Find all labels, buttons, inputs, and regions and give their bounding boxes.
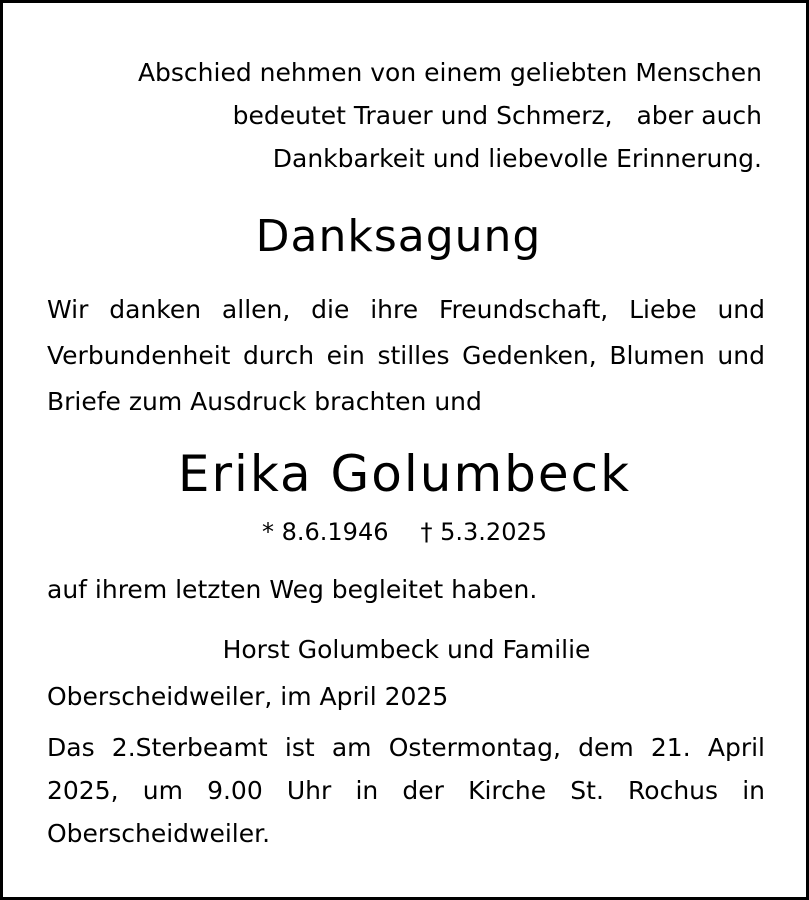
- signature: Horst Golumbeck und Familie: [222, 635, 591, 664]
- intro-line-2: bedeutet Trauer und Schmerz, aber auch: [232, 101, 762, 130]
- closing-line: auf ihrem letzten Weg begleitet haben.: [47, 575, 538, 604]
- thanks-line-2: Verbundenheit durch ein stilles Gedenken, Blumen und: [47, 341, 765, 370]
- death-date: † 5.3.2025: [420, 518, 548, 546]
- place-date: Oberscheidweiler, im April 2025: [47, 682, 449, 711]
- intro-line-1: Abschied nehmen von einem geliebten Menschen: [137, 58, 762, 87]
- service-line-3: Oberscheidweiler.: [47, 819, 271, 848]
- birth-date: * 8.6.1946: [261, 518, 389, 546]
- intro-line-3: Dankbarkeit und liebevolle Erinnerung.: [272, 144, 762, 173]
- service-line-1: Das 2.Sterbeamt ist am Ostermontag, dem 21. April: [47, 733, 765, 762]
- page-title: Danksagung: [255, 211, 542, 262]
- life-dates: [3, 517, 806, 547]
- thanks-line-3: Briefe zum Ausdruck brachten und: [47, 387, 482, 416]
- thanks-line-1: Wir danken allen, die ihre Freundschaft, Liebe und: [47, 295, 765, 324]
- deceased-name: Erika Golumbeck: [177, 445, 632, 503]
- service-line-2: 2025, um 9.00 Uhr in der Kirche St. Rochus in: [47, 776, 765, 805]
